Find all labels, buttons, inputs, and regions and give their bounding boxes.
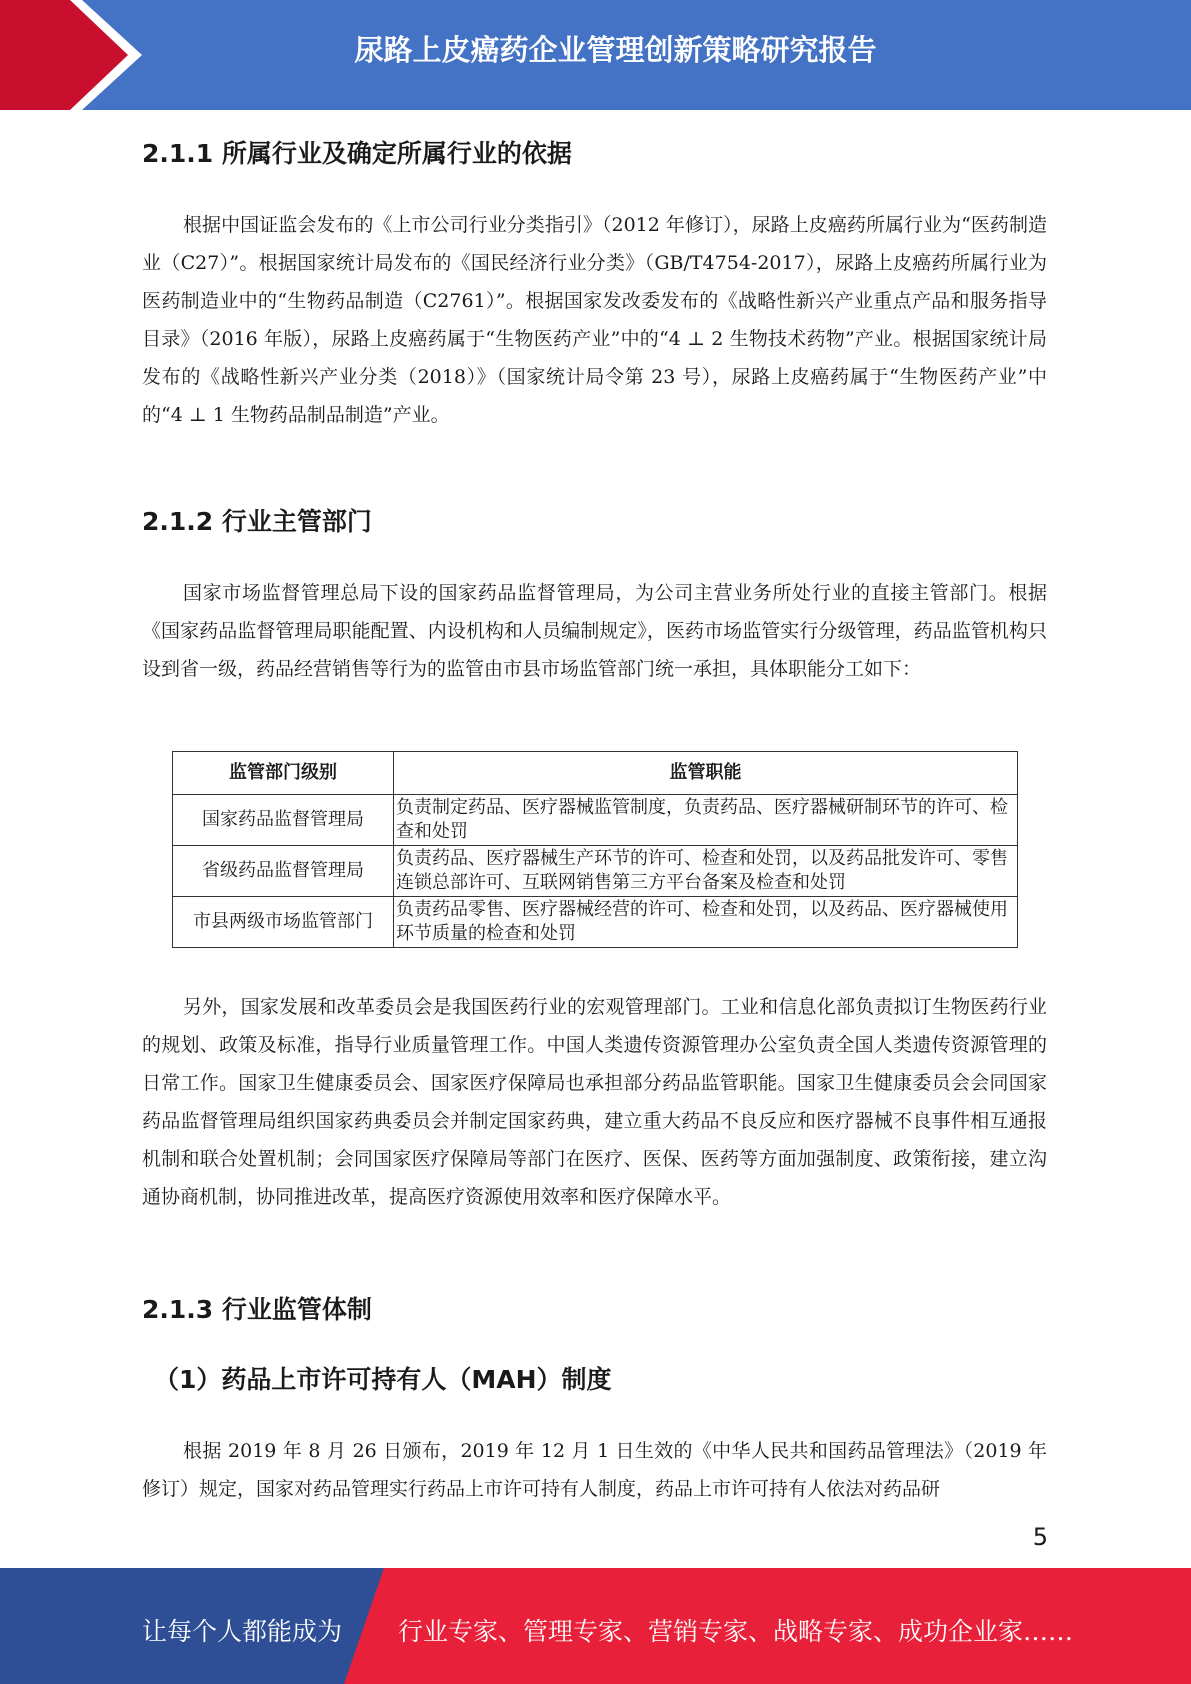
table-cell-function: 负责制定药品、医疗器械监管制度，负责药品、医疗器械研制环节的许可、检查和处罚 xyxy=(394,795,1018,846)
table-cell-level: 国家药品监督管理局 xyxy=(173,795,394,846)
table-row xyxy=(173,846,1018,897)
table-header-function: 监管职能 xyxy=(394,752,1018,795)
table-cell-function: 负责药品零售、医疗器械经营的许可、检查和处罚，以及药品、医疗器械使用环节质量的检查和处罚 xyxy=(394,897,1018,948)
section-heading-2-1-3: 2.1.3 行业监管体制 xyxy=(142,1295,372,1324)
section-paragraph-2-1-2-intro: 国家市场监督管理总局下设的国家药品监督管理局，为公司主营业务所处行业的直接主管部门。根据《国家药品监督管理局职能配置、内设机构和人员编制规定》，医药市场监管实行分级管理，药品监管机构只设到省一级，药品经营销售等行为的监管由市县市场监管部门统一承担，具体职能分工如下： xyxy=(142,582,1047,680)
table-cell-function: 负责药品、医疗器械生产环节的许可、检查和处罚，以及药品批发许可、零售连锁总部许可、互联网销售第三方平台备案及检查和处罚 xyxy=(394,846,1018,897)
page-number: 5 xyxy=(1032,1523,1048,1551)
footer-slogan-right: 行业专家、管理专家、营销专家、战略专家、成功企业家…… xyxy=(398,1617,1074,1646)
regulator-table xyxy=(172,751,1018,948)
report-title: 尿路上皮癌药企业管理创新策略研究报告 xyxy=(354,33,877,67)
table-row xyxy=(173,795,1018,846)
table-cell-level: 省级药品监督管理局 xyxy=(173,846,394,897)
section-heading-2-1-1: 2.1.1 所属行业及确定所属行业的依据 xyxy=(142,139,572,168)
table-header-level: 监管部门级别 xyxy=(173,752,394,795)
footer-slogan-left: 让每个人都能成为 xyxy=(142,1617,343,1646)
table-cell-level: 市县两级市场监管部门 xyxy=(173,897,394,948)
section-heading-2-1-2: 2.1.2 行业主管部门 xyxy=(142,507,372,536)
section-paragraph-2-1-1: 根据中国证监会发布的《上市公司行业分类指引》（2012 年修订），尿路上皮癌药所属行业为“医药制造业（C27）”。根据国家统计局发布的《国民经济行业分类》（GB/T4754-2017），尿路上皮癌药所属行业为医药制造业中的“生物药品制造（C2761）”。根据国家发改委发布的《战略性新兴产业重点产品和服务指导目录》（2016 年版），尿路上皮癌药属于“生物医药产业”中的“4 ⊥ 2 生物技术药物”产业。根据国家统计局发布的《战略性新兴产业分类（2018）》（国家统计局令第 23 号），尿路上皮癌药属于“生物医药产业”中的“4 ⊥ 1 生物药品制品制造”产业。 xyxy=(142,214,1047,426)
page-header xyxy=(0,0,1191,110)
subsection-heading-mah: （1）药品上市许可持有人（MAH）制度 xyxy=(154,1365,612,1394)
section-paragraph-2-1-3: 根据 2019 年 8 月 26 日颁布，2019 年 12 月 1 日生效的《中华人民共和国药品管理法》（2019 年修订）规定，国家对药品管理实行药品上市许可持有人制度，药品上市许可持有人依法对药品研 xyxy=(142,1440,1047,1500)
table-row xyxy=(173,897,1018,948)
table-header-row xyxy=(173,752,1018,795)
section-paragraph-2-1-2-detail: 另外，国家发展和改革委员会是我国医药行业的宏观管理部门。工业和信息化部负责拟订生物医药行业的规划、政策及标准，指导行业质量管理工作。中国人类遗传资源管理办公室负责全国人类遗传资源管理的日常工作。国家卫生健康委员会、国家医疗保障局也承担部分药品监管职能。国家卫生健康委员会会同国家药品监督管理局组织国家药典委员会并制定国家药典，建立重大药品不良反应和医疗器械不良事件相互通报机制和联合处置机制；会同国家医疗保障局等部门在医疗、医保、医药等方面加强制度、政策衔接，建立沟通协商机制，协同推进改革，提高医疗资源使用效率和医疗保障水平。 xyxy=(142,996,1047,1208)
